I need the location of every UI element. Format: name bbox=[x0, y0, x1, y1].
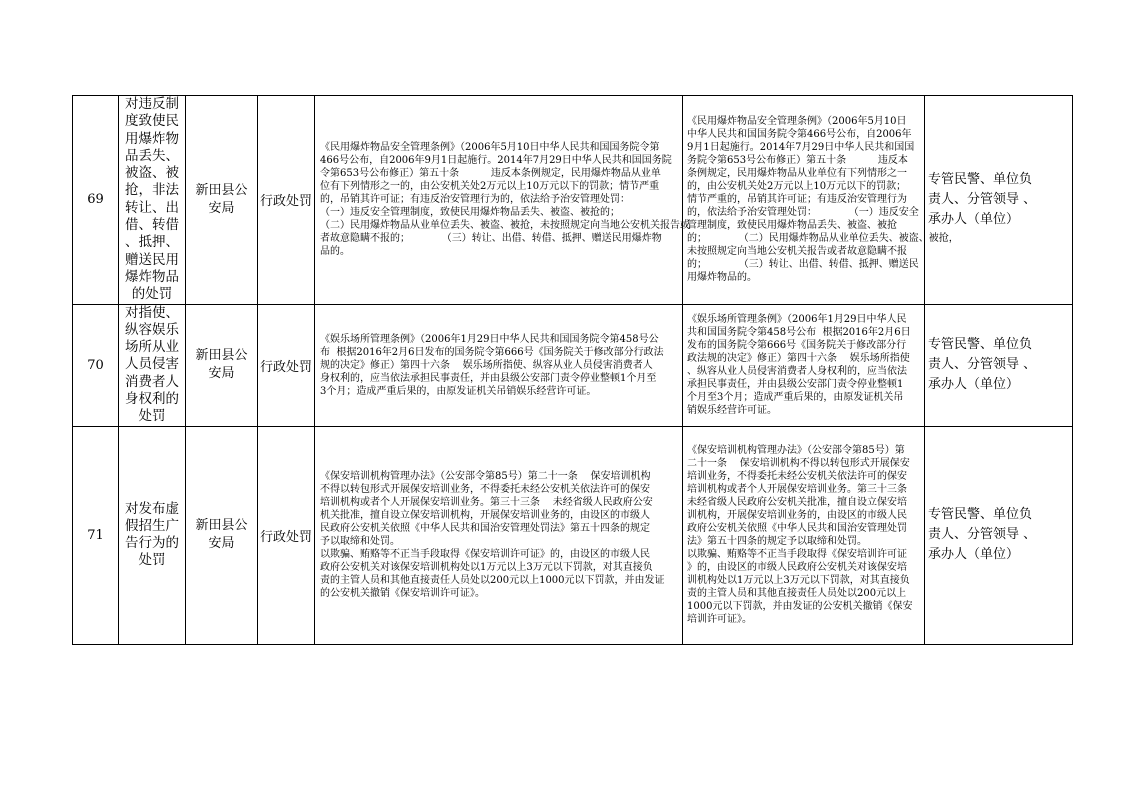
text-line: （一）违反安全管理制度，致使民用爆炸物品丢失、被盗、被抢的； bbox=[320, 207, 620, 219]
text-line: 场所从业 bbox=[125, 339, 179, 356]
text-line: 处罚 bbox=[138, 408, 166, 425]
text-line: 者故意隐瞒不报的； （三）转让、出借、转借、抵押、赠送民用爆炸物 bbox=[320, 233, 662, 245]
item-name-cell bbox=[119, 304, 186, 426]
text-line: 借、转借 bbox=[125, 217, 179, 234]
responsible-party-cell bbox=[925, 96, 1073, 305]
text-line: 466号公布，自2006年9月1日起施行。2014年7月29日中华人民共和国国务院 bbox=[320, 155, 672, 167]
table-row bbox=[73, 426, 1073, 644]
text-line: 身权利的，应当依法承担民事责任，并由县级公安部门责令停业整顿1个月至 bbox=[320, 372, 657, 384]
text-line: 机关批准，擅自设立保安培训机构，开展保安培训业务的，由设区的市级人 bbox=[320, 510, 650, 522]
text-line: 的； （三）转让、出借、转借、抵押、赠送民 bbox=[687, 259, 919, 271]
text-line: 对指使、 bbox=[125, 304, 179, 321]
text-line: 务院令第653号公布修正）第五十条 违反本 bbox=[687, 155, 908, 167]
text-line: 新田县公 bbox=[195, 518, 248, 534]
legal-basis-cell bbox=[315, 426, 683, 644]
text-line: 身权利的 bbox=[125, 391, 179, 408]
text-line: 未经省级人民政府公安机关批准，擅自设立保安培 bbox=[687, 497, 907, 509]
text-line: 1000元以下罚款，并由发证的公安机关撤销《保安 bbox=[687, 601, 913, 613]
text-line: 用爆炸物 bbox=[125, 130, 179, 147]
text-line: 政府公安机关依照《中华人民共和国治安管理处罚 bbox=[687, 523, 907, 535]
text-line: 》的，由设区的市级人民政府公安机关对该保安培 bbox=[687, 562, 907, 574]
row-number-cell: 71 bbox=[73, 426, 119, 644]
text-line: 消费者人 bbox=[125, 373, 179, 390]
text-line: 以欺骗、贿赂等不正当手段取得《保安培训许可证 bbox=[687, 549, 907, 561]
text-line: 培训机构或者个人开展保安培训业务。第三十三条 未经省级人民政府公安 bbox=[320, 497, 653, 509]
responsible-party-cell bbox=[925, 426, 1073, 644]
legal-basis-detail-cell bbox=[683, 304, 925, 426]
text-line: （二）民用爆炸物品从业单位丢失、被盗、被抢，未按照规定向当地公安机关报告或 bbox=[320, 220, 690, 232]
text-line: 中华人民共和国国务院令第466号公布，自2006年 bbox=[687, 129, 912, 141]
text-line: 位有下列情形之一的，由公安机关处2万元以上10万元以下的罚款；情节严重 bbox=[320, 181, 660, 193]
text-line: 责的主管人员和其他直接责任人员处以200元以上 bbox=[687, 588, 907, 600]
text-line: 的，依法给予治安管理处罚： （一）违反安全 bbox=[687, 207, 919, 219]
text-line: 品的。 bbox=[320, 246, 350, 258]
text-line: 承办人（单位） bbox=[928, 547, 1020, 563]
text-line: 、纵容从业人员侵害消费者人身权利的，应当依法 bbox=[687, 366, 907, 378]
legal-basis-cell bbox=[315, 304, 683, 426]
text-line: 的处罚 bbox=[131, 286, 173, 303]
text-line: 承担民事责任，并由县级公安部门责令停业整顿1 bbox=[687, 379, 904, 391]
text-line: 新田县公 bbox=[195, 348, 248, 364]
category-cell: 行政处罚 bbox=[258, 426, 315, 644]
text-line: 《民用爆炸物品安全管理条例》（2006年5月10日中华人民共和国国务院令第 bbox=[320, 142, 660, 154]
text-line: 安局 bbox=[208, 200, 235, 216]
text-line: 专管民警、单位负 bbox=[928, 171, 1033, 187]
text-line: 法》第五十四条的规定予以取缔和处罚。 bbox=[687, 536, 867, 548]
text-line: 安局 bbox=[208, 366, 235, 382]
text-line: 转让、出 bbox=[125, 199, 179, 216]
text-line: 培训机构或者个人开展保安培训业务。第三十三条 bbox=[687, 484, 907, 496]
department-cell bbox=[186, 304, 258, 426]
text-line: 政法规的决定》修正）第四十六条 娱乐场所指使 bbox=[687, 353, 910, 365]
text-line: 训机构，开展保安培训业务的，由设区的市级人民 bbox=[687, 510, 907, 522]
legal-basis-cell bbox=[315, 96, 690, 305]
text-line: 《娱乐场所管理条例》（2006年1月29日中华人民共和国国务院令第458号公 bbox=[320, 333, 659, 345]
text-line: 发布的国务院令第666号《国务院关于修改部分行 bbox=[687, 340, 907, 352]
text-line: 度致使民 bbox=[125, 113, 179, 130]
text-line: 9月1日起施行。2014年7月29日中华人民共和国国 bbox=[687, 142, 915, 154]
row-number-cell: 70 bbox=[73, 304, 119, 426]
text-line: 《民用爆炸物品安全管理条例》（2006年5月10日 bbox=[687, 116, 907, 128]
text-line: 品丢失、 bbox=[125, 147, 179, 164]
text-line: 抢，非法 bbox=[125, 182, 179, 199]
text-line: 情节严重的，吊销其许可证；有违反治安管理行为 bbox=[687, 194, 907, 206]
text-line: 责人、分管领导 、 bbox=[928, 357, 1037, 373]
text-line: 《娱乐场所管理条例》（2006年1月29日中华人民 bbox=[687, 314, 907, 326]
text-line: 被盗、被 bbox=[125, 165, 179, 182]
text-line: 的，由公安机关处2万元以上10万元以下的罚款； bbox=[687, 181, 907, 193]
text-line: 假招生广 bbox=[125, 517, 179, 534]
table-row bbox=[73, 96, 1073, 305]
text-line: 共和国国务院令第458号公布 根据2016年2月6日 bbox=[687, 327, 911, 339]
text-line: 培训业务，不得委托未经公安机关依法许可的保安 bbox=[687, 471, 907, 483]
text-line: 承办人（单位） bbox=[928, 377, 1020, 393]
text-line: 专管民警、单位负 bbox=[928, 337, 1033, 353]
department-cell bbox=[186, 96, 258, 305]
text-line: 的公安机关撤销《保安培训许可证》。 bbox=[320, 588, 485, 600]
legal-basis-detail-cell bbox=[683, 426, 925, 644]
text-line: 规的决定》修正）第四十六条 娱乐场所指使、纵容从业人员侵害消费者人 bbox=[320, 359, 653, 371]
text-line: 、抵押、 bbox=[125, 234, 179, 251]
text-line: 训机构处以1万元以上3万元以下罚款，对其直接负 bbox=[687, 575, 910, 587]
text-line: 爆炸物品 bbox=[125, 268, 179, 285]
text-line: 责人、分管领导 、 bbox=[928, 527, 1037, 543]
text-line: 《保安培训机构管理办法》（公安部令第85号）第二十一条 保安培训机构 bbox=[320, 471, 651, 483]
text-line: 责的主管人员和其他直接责任人员处以200元以上1000元以下罚款，并由发证 bbox=[320, 575, 665, 587]
text-line: 3个月；造成严重后果的，由原发证机关吊销娱乐经营许可证。 bbox=[320, 385, 597, 397]
category-cell: 行政处罚 bbox=[258, 96, 315, 305]
text-line: 对发布虚 bbox=[125, 500, 179, 517]
row-number-cell: 69 bbox=[73, 96, 119, 305]
table-row bbox=[73, 304, 1073, 426]
item-name-cell bbox=[119, 426, 186, 644]
category-cell: 行政处罚 bbox=[258, 304, 315, 426]
text-line: 予以取缔和处罚。 bbox=[320, 536, 400, 548]
department-cell bbox=[186, 426, 258, 644]
text-line: 用爆炸物品的。 bbox=[687, 272, 757, 284]
legal-basis-detail-cell bbox=[683, 96, 959, 305]
text-line: 赠送民用 bbox=[125, 251, 179, 268]
text-line: 的，吊销其许可证；有违反治安管理行为的，依法给予治安管理处罚： bbox=[320, 194, 630, 206]
text-line: 专管民警、单位负 bbox=[928, 507, 1033, 523]
text-line: 培训许可证》。 bbox=[687, 614, 752, 626]
text-line: 政府公安机关对该保安培训机构处以1万元以上3万元以下罚款，对其直接负 bbox=[320, 562, 653, 574]
text-line: 管理制度，致使民用爆炸物品丢失、被盗、被抢 bbox=[687, 220, 897, 232]
item-name-cell bbox=[119, 96, 186, 305]
text-line: 民政府公安机关依照《中华人民共和国治安管理处罚法》第五十四条的规定 bbox=[320, 523, 650, 535]
text-line: 销娱乐经营许可证。 bbox=[687, 405, 777, 417]
text-line: 不得以转包形式开展保安培训业务，不得委托未经公安机关依法许可的保安 bbox=[320, 484, 650, 496]
text-line: 令第653号公布修正）第五十条 违反本条例规定，民用爆炸物品从业单 bbox=[320, 168, 661, 180]
text-line: 新田县公 bbox=[195, 182, 248, 198]
text-line: 纵容娱乐 bbox=[125, 321, 179, 338]
text-line: 处罚 bbox=[138, 552, 166, 569]
text-line: 告行为的 bbox=[125, 535, 179, 552]
text-line: 条例规定，民用爆炸物品从业单位有下列情形之一 bbox=[687, 168, 907, 180]
text-line: 责人、分管领导 、 bbox=[928, 191, 1037, 207]
text-line: 对违反制 bbox=[125, 96, 179, 112]
text-line: 布 根据2016年2月6日发布的国务院令第666号《国务院关于修改部分行政法 bbox=[320, 346, 664, 358]
text-line: 承办人（单位） bbox=[928, 211, 1020, 227]
text-line: 人员侵害 bbox=[125, 356, 179, 373]
responsibility-table bbox=[72, 95, 1073, 645]
responsible-party-cell bbox=[925, 304, 1073, 426]
text-line: 的； （二）民用爆炸物品从业单位丢失、被盗、被抢， bbox=[687, 233, 959, 245]
text-line: 二十一条 保安培训机构不得以转包形式开展保安 bbox=[687, 458, 910, 470]
text-line: 《保安培训机构管理办法》（公安部令第85号）第 bbox=[687, 445, 905, 457]
text-line: 个月至3个月；造成严重后果的，由原发证机关吊 bbox=[687, 392, 904, 404]
text-line: 以欺骗、贿赂等不正当手段取得《保安培训许可证》的，由设区的市级人民 bbox=[320, 549, 650, 561]
text-line: 安局 bbox=[208, 536, 235, 552]
text-line: 未按照规定向当地公安机关报告或者故意隐瞒不报 bbox=[687, 246, 907, 258]
